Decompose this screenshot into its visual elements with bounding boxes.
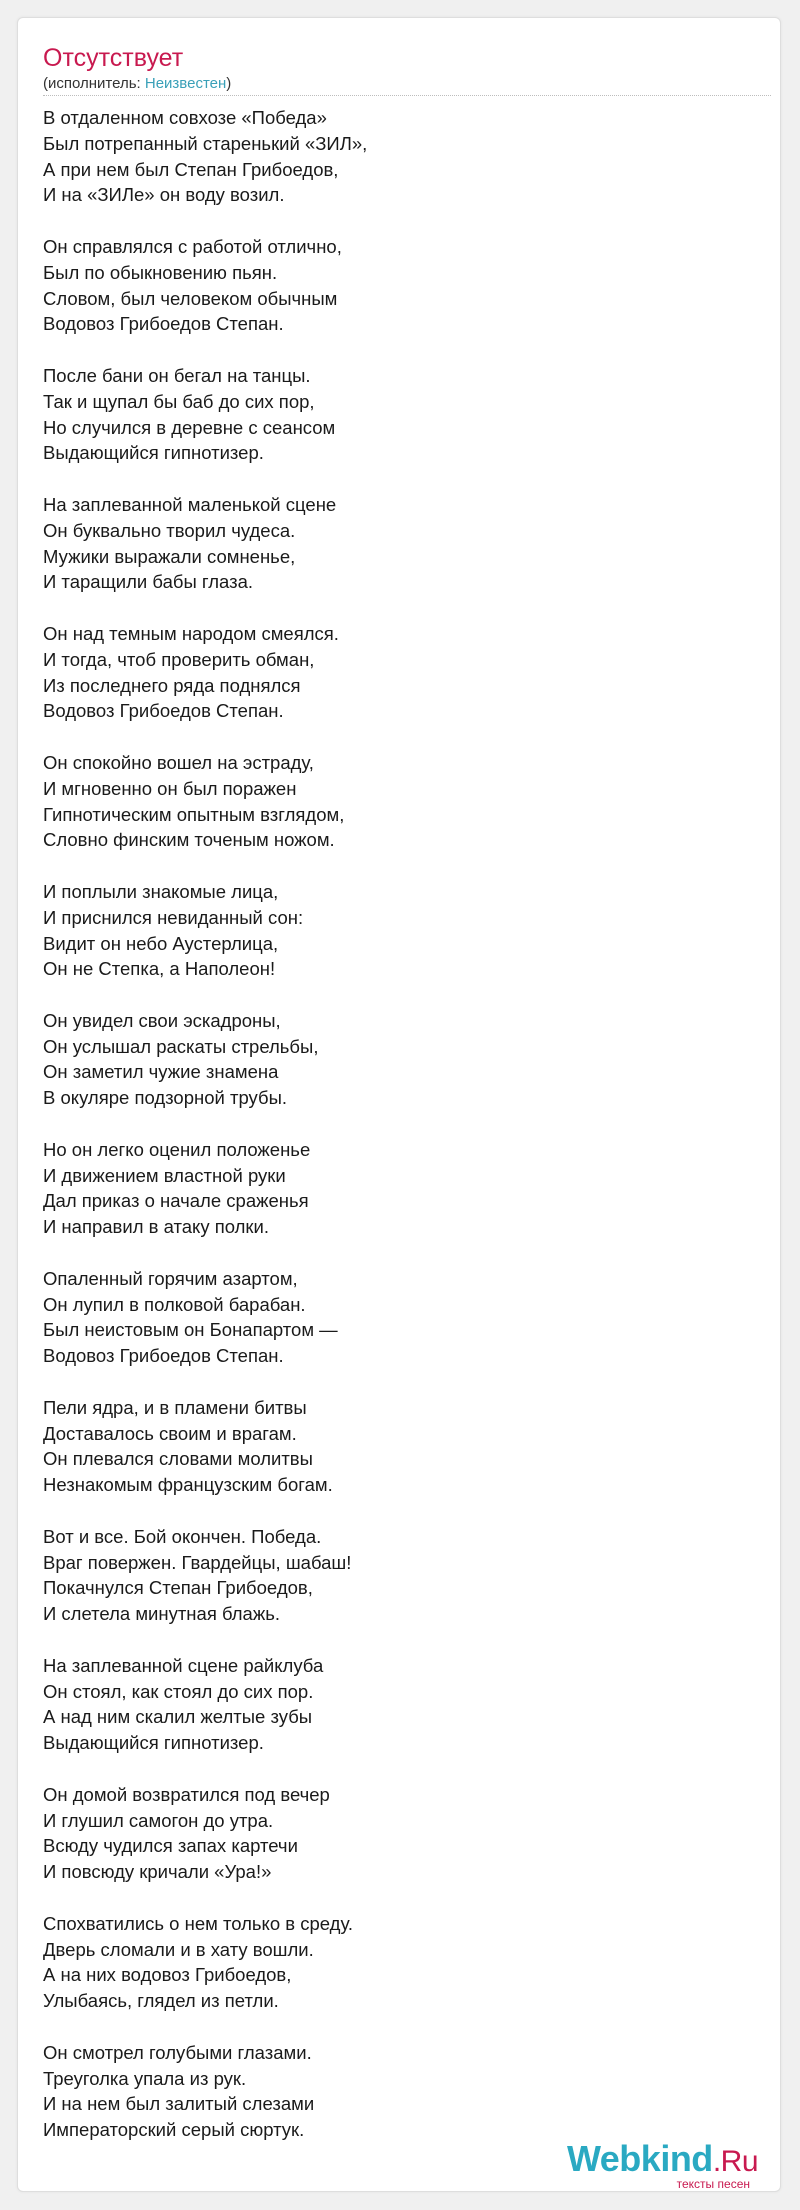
lyrics-stanza (43, 1524, 763, 1627)
lyrics-line: И слетела минутная блажь. (43, 1603, 280, 1625)
lyrics-line: И движением властной руки (43, 1164, 286, 1186)
lyrics-stanza (43, 879, 763, 982)
lyrics-line: Покачнулся Степан Грибоедов, (43, 1577, 313, 1599)
lyrics-line: Но он легко оценил положенье (43, 1138, 311, 1160)
lyrics-line: И глушил самогон до утра. (43, 1809, 274, 1831)
logo-ru: .Ru (712, 2145, 758, 2178)
lyrics-line: И мгновенно он был поражен (43, 777, 297, 799)
lyrics-line: И на «ЗИЛе» он воду возил. (43, 184, 285, 206)
lyrics-stanza (43, 621, 763, 724)
lyrics-line: Треуголка упала из рук. (43, 2067, 247, 2089)
lyrics-line: Он увидел свои эскадроны, (43, 1009, 281, 1031)
lyrics-text (43, 105, 763, 2169)
lyrics-line: Он справлялся с работой отлично, (43, 235, 342, 257)
lyrics-line: Гипнотическим опытным взглядом, (43, 803, 345, 825)
lyrics-stanza (43, 2040, 763, 2143)
lyrics-line: Словом, был человеком обычным (43, 287, 338, 309)
lyrics-line: Он не Степка, а Наполеон! (43, 958, 276, 980)
lyrics-line: Выдающийся гипнотизер. (43, 1732, 264, 1754)
lyrics-line: Улыбаясь, глядел из петли. (43, 1990, 279, 2012)
lyrics-stanza (43, 1911, 763, 2014)
lyrics-line: И направил в атаку полки. (43, 1216, 269, 1238)
lyrics-stanza (43, 1137, 763, 1240)
lyrics-line: Но случился в деревне с сеансом (43, 416, 336, 438)
artist-line (43, 75, 231, 93)
lyrics-line: И поплыли знакомые лица, (43, 880, 279, 902)
lyrics-line: И тогда, чтоб проверить обман, (43, 648, 315, 670)
lyrics-stanza (43, 1395, 763, 1498)
title-divider (43, 95, 771, 96)
lyrics-stanza (43, 234, 763, 337)
lyrics-line: И на нем был залитый слезами (43, 2093, 315, 2115)
lyrics-line: Так и щупал бы баб до сих пор, (43, 390, 315, 412)
lyrics-line: И повсюду кричали «Ура!» (43, 1861, 272, 1883)
lyrics-line: Мужики выражали сомненье, (43, 545, 296, 567)
lyrics-line: Из последнего ряда поднялся (43, 674, 301, 696)
lyrics-line: Он спокойно вошел на эстраду, (43, 751, 314, 773)
logo-kind: kind (640, 2138, 713, 2179)
lyrics-line: Водовоз Грибоедов Степан. (43, 700, 284, 722)
webkind-logo[interactable] (567, 2140, 758, 2191)
lyrics-line: Дал приказ о начале сраженья (43, 1190, 309, 1212)
lyrics-line: Вот и все. Бой окончен. Победа. (43, 1525, 322, 1547)
lyrics-line: Он заметил чужие знамена (43, 1061, 279, 1083)
lyrics-line: Выдающийся гипнотизер. (43, 442, 264, 464)
lyrics-stanza (43, 105, 763, 208)
logo-web: Web (566, 2138, 641, 2179)
lyrics-line: Он домой возвратился под вечер (43, 1783, 330, 1805)
lyrics-line: Дверь сломали и в хату вошли. (43, 1938, 314, 1960)
lyrics-line: Спохватились о нем только в среду. (43, 1912, 354, 1934)
lyrics-line: Был потрепанный старенький «ЗИЛ», (43, 132, 368, 154)
lyrics-line: Был неистовым он Бонапартом — (43, 1319, 338, 1341)
lyrics-line: Доставалось своим и врагам. (43, 1422, 297, 1444)
artist-link[interactable]: Неизвестен (144, 75, 227, 92)
lyrics-line: После бани он бегал на танцы. (43, 364, 311, 386)
lyrics-line: Был по обыкновению пьян. (43, 261, 278, 283)
lyrics-line: Он лупил в полковой барабан. (43, 1293, 306, 1315)
lyrics-line: Незнакомым французским богам. (43, 1474, 333, 1496)
lyrics-line: А на них водовоз Грибоедов, (43, 1964, 292, 1986)
lyrics-stanza (43, 492, 763, 595)
artist-suffix: ) (226, 75, 232, 92)
lyrics-line: На заплеванной маленькой сцене (43, 493, 337, 515)
lyrics-stanza (43, 363, 763, 466)
lyrics-stanza (43, 1782, 763, 1885)
lyrics-stanza (43, 1266, 763, 1369)
lyrics-line: Опаленный горячим азартом, (43, 1267, 298, 1289)
lyrics-line: Пели ядра, и в пламени битвы (43, 1396, 307, 1418)
lyrics-line: Враг повержен. Гвардейцы, шабаш! (43, 1551, 352, 1573)
lyrics-stanza (43, 1653, 763, 1756)
lyrics-line: В отдаленном совхозе «Победа» (43, 107, 327, 128)
lyrics-line: Он плевался словами молитвы (43, 1448, 313, 1470)
lyrics-line: Он смотрел голубыми глазами. (43, 2041, 312, 2063)
lyrics-line: На заплеванной сцене райклуба (43, 1654, 324, 1676)
lyrics-line: А над ним скалил желтые зубы (43, 1706, 313, 1728)
song-title: Отсутствует (43, 44, 184, 72)
lyrics-line: Словно финским точеным ножом. (43, 829, 335, 851)
lyrics-line: Всюду чудился запах картечи (43, 1835, 298, 1857)
lyrics-line: А при нем был Степан Грибоедов, (43, 158, 339, 180)
lyrics-line: Водовоз Грибоедов Степан. (43, 313, 284, 335)
lyrics-line: Императорский серый сюртук. (43, 2119, 305, 2141)
lyrics-stanza (43, 1008, 763, 1111)
lyrics-line: Водовоз Грибоедов Степан. (43, 1345, 284, 1367)
lyrics-line: Он буквально творил чудеса. (43, 519, 296, 541)
lyrics-line: Он услышал раскаты стрельбы, (43, 1035, 319, 1057)
lyrics-card (17, 17, 781, 2192)
logo-tagline: тексты песен (676, 2177, 750, 2191)
lyrics-line: И приснился невиданный сон: (43, 906, 304, 928)
artist-prefix: (исполнитель: (43, 75, 145, 92)
logo-wordmark (567, 2140, 758, 2181)
lyrics-line: Видит он небо Аустерлица, (43, 932, 279, 954)
lyrics-line: В окуляре подзорной трубы. (43, 1087, 288, 1109)
lyrics-line: И таращили бабы глаза. (43, 571, 254, 593)
lyrics-stanza (43, 750, 763, 853)
lyrics-line: Он стоял, как стоял до сих пор. (43, 1680, 314, 1702)
lyrics-line: Он над темным народом смеялся. (43, 622, 339, 644)
